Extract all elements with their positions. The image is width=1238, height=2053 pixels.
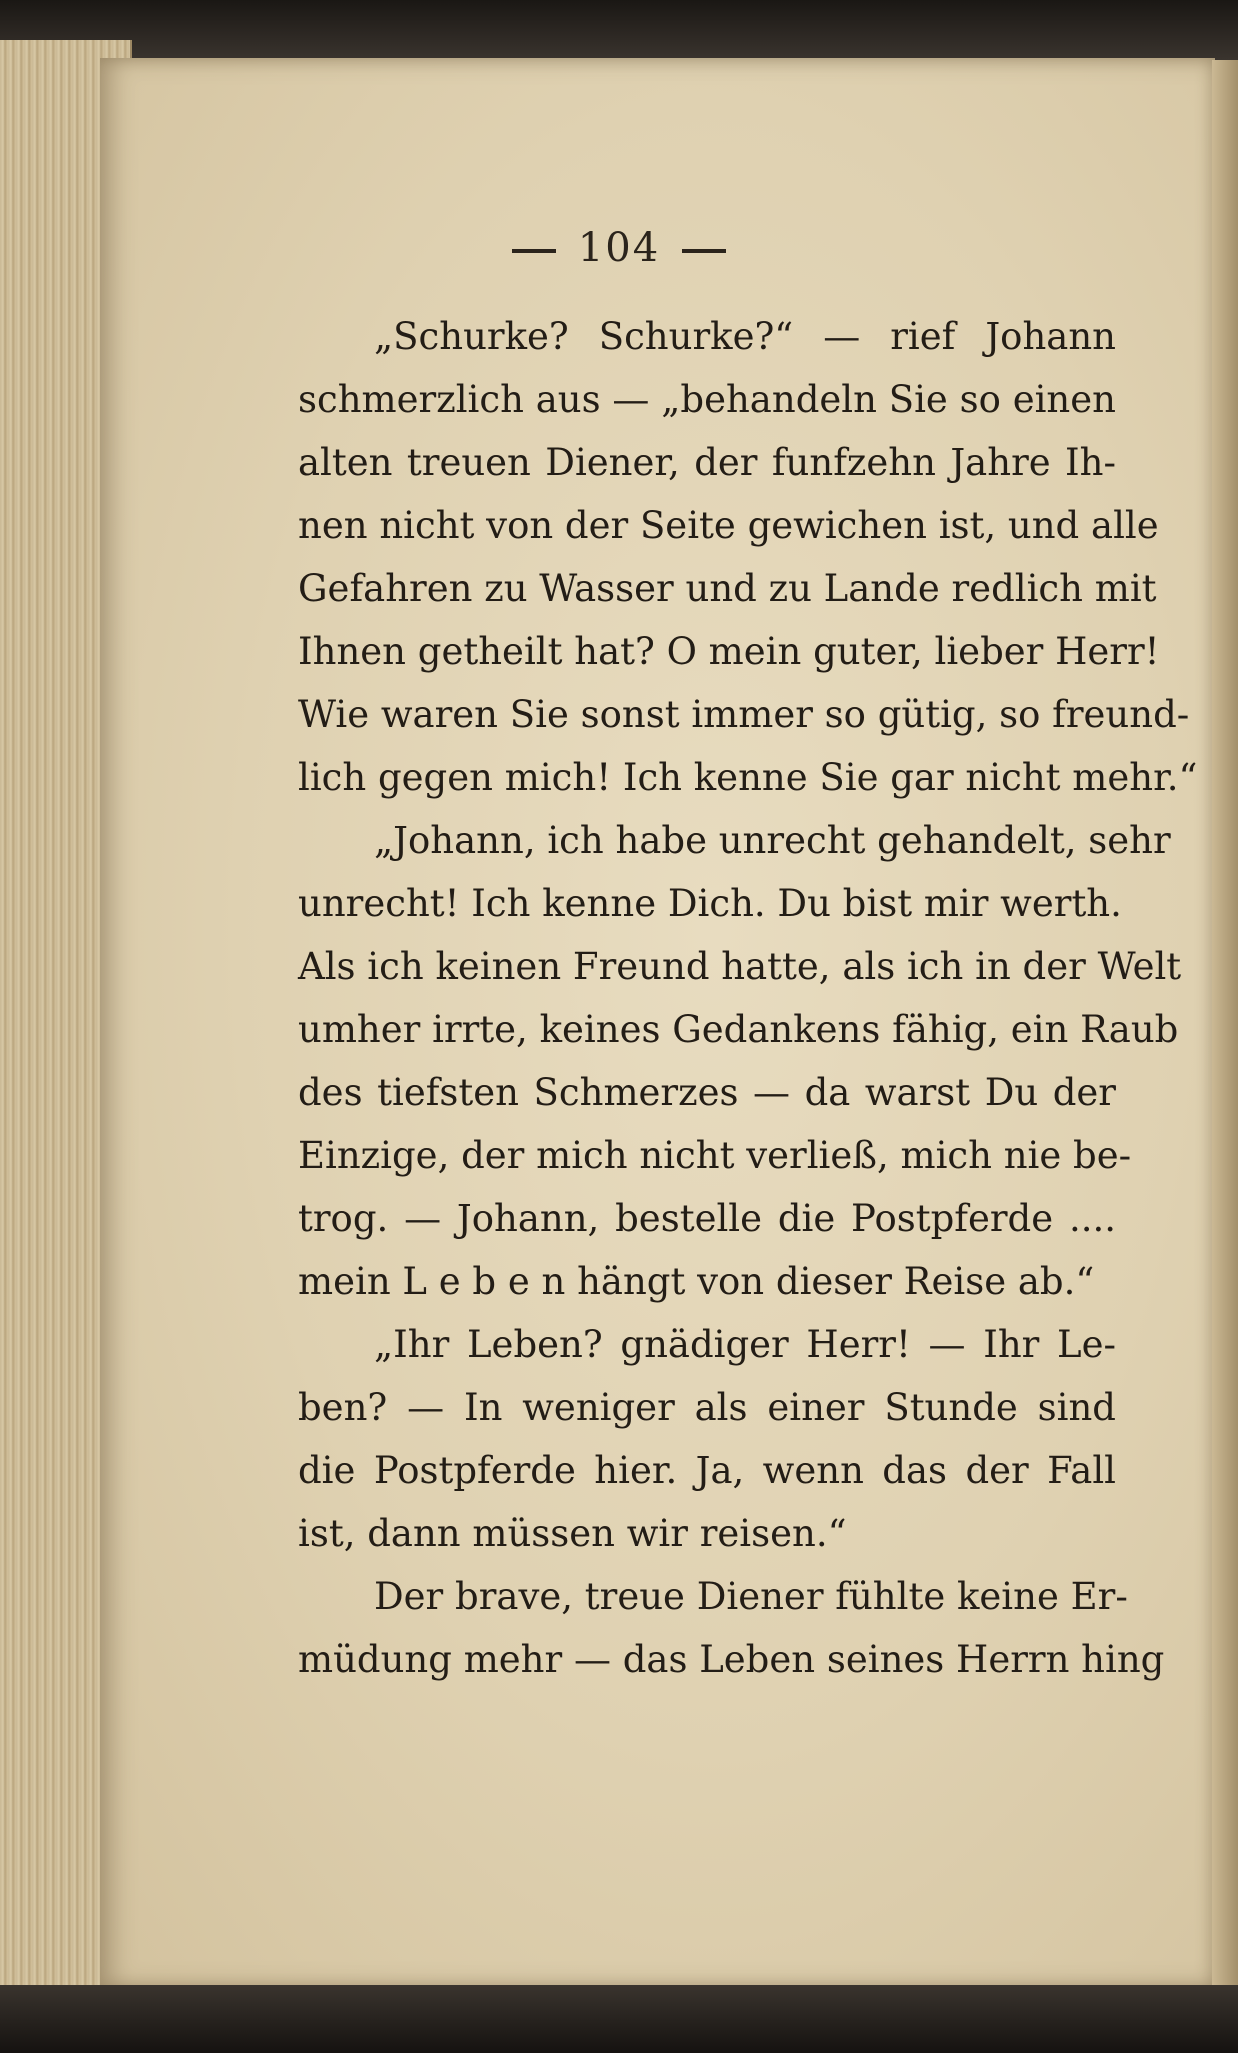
text-line: Wie waren Sie sonst immer so gütig, so freund- bbox=[298, 693, 1190, 736]
page-number: 104 bbox=[577, 225, 661, 271]
text-line: alten treuen Diener, der funfzehn Jahre Ih- bbox=[298, 441, 1116, 484]
text-line: „Ihr Leben? gnädiger Herr! — Ihr Le- bbox=[374, 1323, 1116, 1366]
text-line: Gefahren zu Wasser und zu Lande redlich mit bbox=[298, 567, 1157, 610]
text-line: „Johann, ich habe unrecht gehandelt, sehr bbox=[374, 819, 1171, 862]
text-line: mein L e b e n hängt von dieser Reise ab.“ bbox=[298, 1260, 1095, 1303]
text-line: unrecht! Ich kenne Dich. Du bist mir werth. bbox=[298, 882, 1122, 925]
body-text bbox=[298, 305, 1198, 1691]
book-cover-top-edge bbox=[0, 0, 1238, 60]
text-line: Einzige, der mich nicht verließ, mich nie be- bbox=[298, 1134, 1132, 1177]
text-line: des tiefsten Schmerzes — da warst Du der bbox=[298, 1071, 1116, 1114]
header-dash-left bbox=[512, 249, 556, 253]
text-line: trog. — Johann, bestelle die Postpferde .... bbox=[298, 1197, 1116, 1240]
text-line: Ihnen getheilt hat? O mein guter, lieber Herr! bbox=[298, 630, 1160, 673]
text-line: die Postpferde hier. Ja, wenn das der Fall bbox=[298, 1449, 1116, 1492]
text-line: umher irrte, keines Gedankens fähig, ein Raub bbox=[298, 1008, 1179, 1051]
text-line: „Schurke? Schurke?“ — rief Johann bbox=[374, 315, 1116, 358]
text-line: schmerzlich aus — „behandeln Sie so einen bbox=[298, 378, 1116, 421]
text-line: Als ich keinen Freund hatte, als ich in der Welt bbox=[298, 945, 1182, 988]
text-line: ist, dann müssen wir reisen.“ bbox=[298, 1512, 847, 1555]
text-line: lich gegen mich! Ich kenne Sie gar nicht mehr.“ bbox=[298, 756, 1198, 799]
text-line: nen nicht von der Seite gewichen ist, und alle bbox=[298, 504, 1159, 547]
header-dash-right bbox=[682, 249, 726, 253]
text-line: müdung mehr — das Leben seines Herrn hing bbox=[298, 1638, 1165, 1681]
page-number-header bbox=[0, 225, 1238, 271]
text-line: ben? — In weniger als einer Stunde sind bbox=[298, 1386, 1116, 1429]
book-cover-bottom-edge bbox=[0, 1985, 1238, 2053]
page-right-edge bbox=[1212, 60, 1238, 1990]
text-line: Der brave, treue Diener fühlte keine Er- bbox=[374, 1575, 1128, 1618]
